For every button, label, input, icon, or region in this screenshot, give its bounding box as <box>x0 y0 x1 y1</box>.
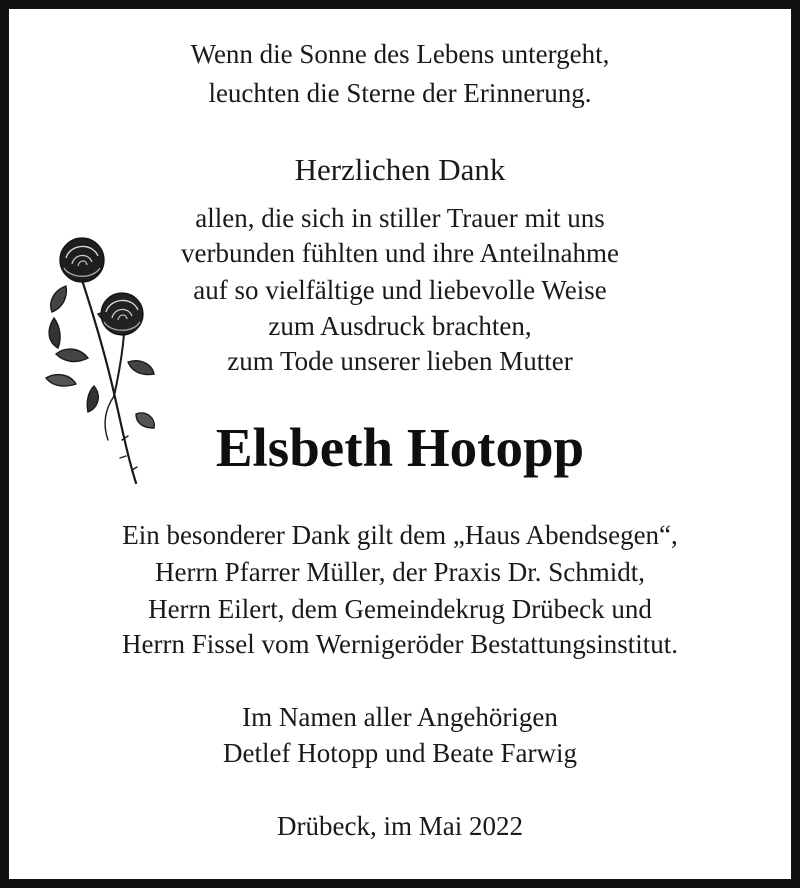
intro-line-2: leuchten die Sterne der Erinnerung. <box>208 78 592 108</box>
thanks-line-1: allen, die sich in stiller Trauer mit uns <box>195 203 605 233</box>
intro-line-1: Wenn die Sonne des Lebens untergeht, <box>190 39 610 69</box>
special-thanks-line-1: Ein besonderer Dank gilt dem „Haus Abendsegen“, <box>122 520 678 550</box>
thanks-line-4: zum Ausdruck brachten, <box>268 311 532 341</box>
special-thanks-line-4: Herrn Fissel vom Wernigeröder Bestattungsinstitut. <box>121 629 678 659</box>
special-thanks-line-3: Herrn Eilert, dem Gemeindekrug Drübeck und <box>148 594 652 624</box>
thanks-line-3: auf so vielfältige und liebevolle Weise <box>193 275 607 305</box>
thanks-heading: Herzlichen Dank <box>294 152 506 187</box>
signature-line-1: Im Namen aller Angehörigen <box>242 702 558 732</box>
thanks-line-5: zum Tode unserer lieben Mutter <box>227 346 573 376</box>
thanks-line-2: verbunden fühlten und ihre Anteilnahme <box>181 238 619 268</box>
signature-line-2: Detlef Hotopp und Beate Farwig <box>223 738 577 768</box>
special-thanks-line-2: Herrn Pfarrer Müller, der Praxis Dr. Schmidt, <box>154 557 646 587</box>
roses-illustration-icon <box>36 228 160 490</box>
deceased-name: Elsbeth Hotopp <box>215 417 585 478</box>
place-date: Drübeck, im Mai 2022 <box>277 811 523 841</box>
